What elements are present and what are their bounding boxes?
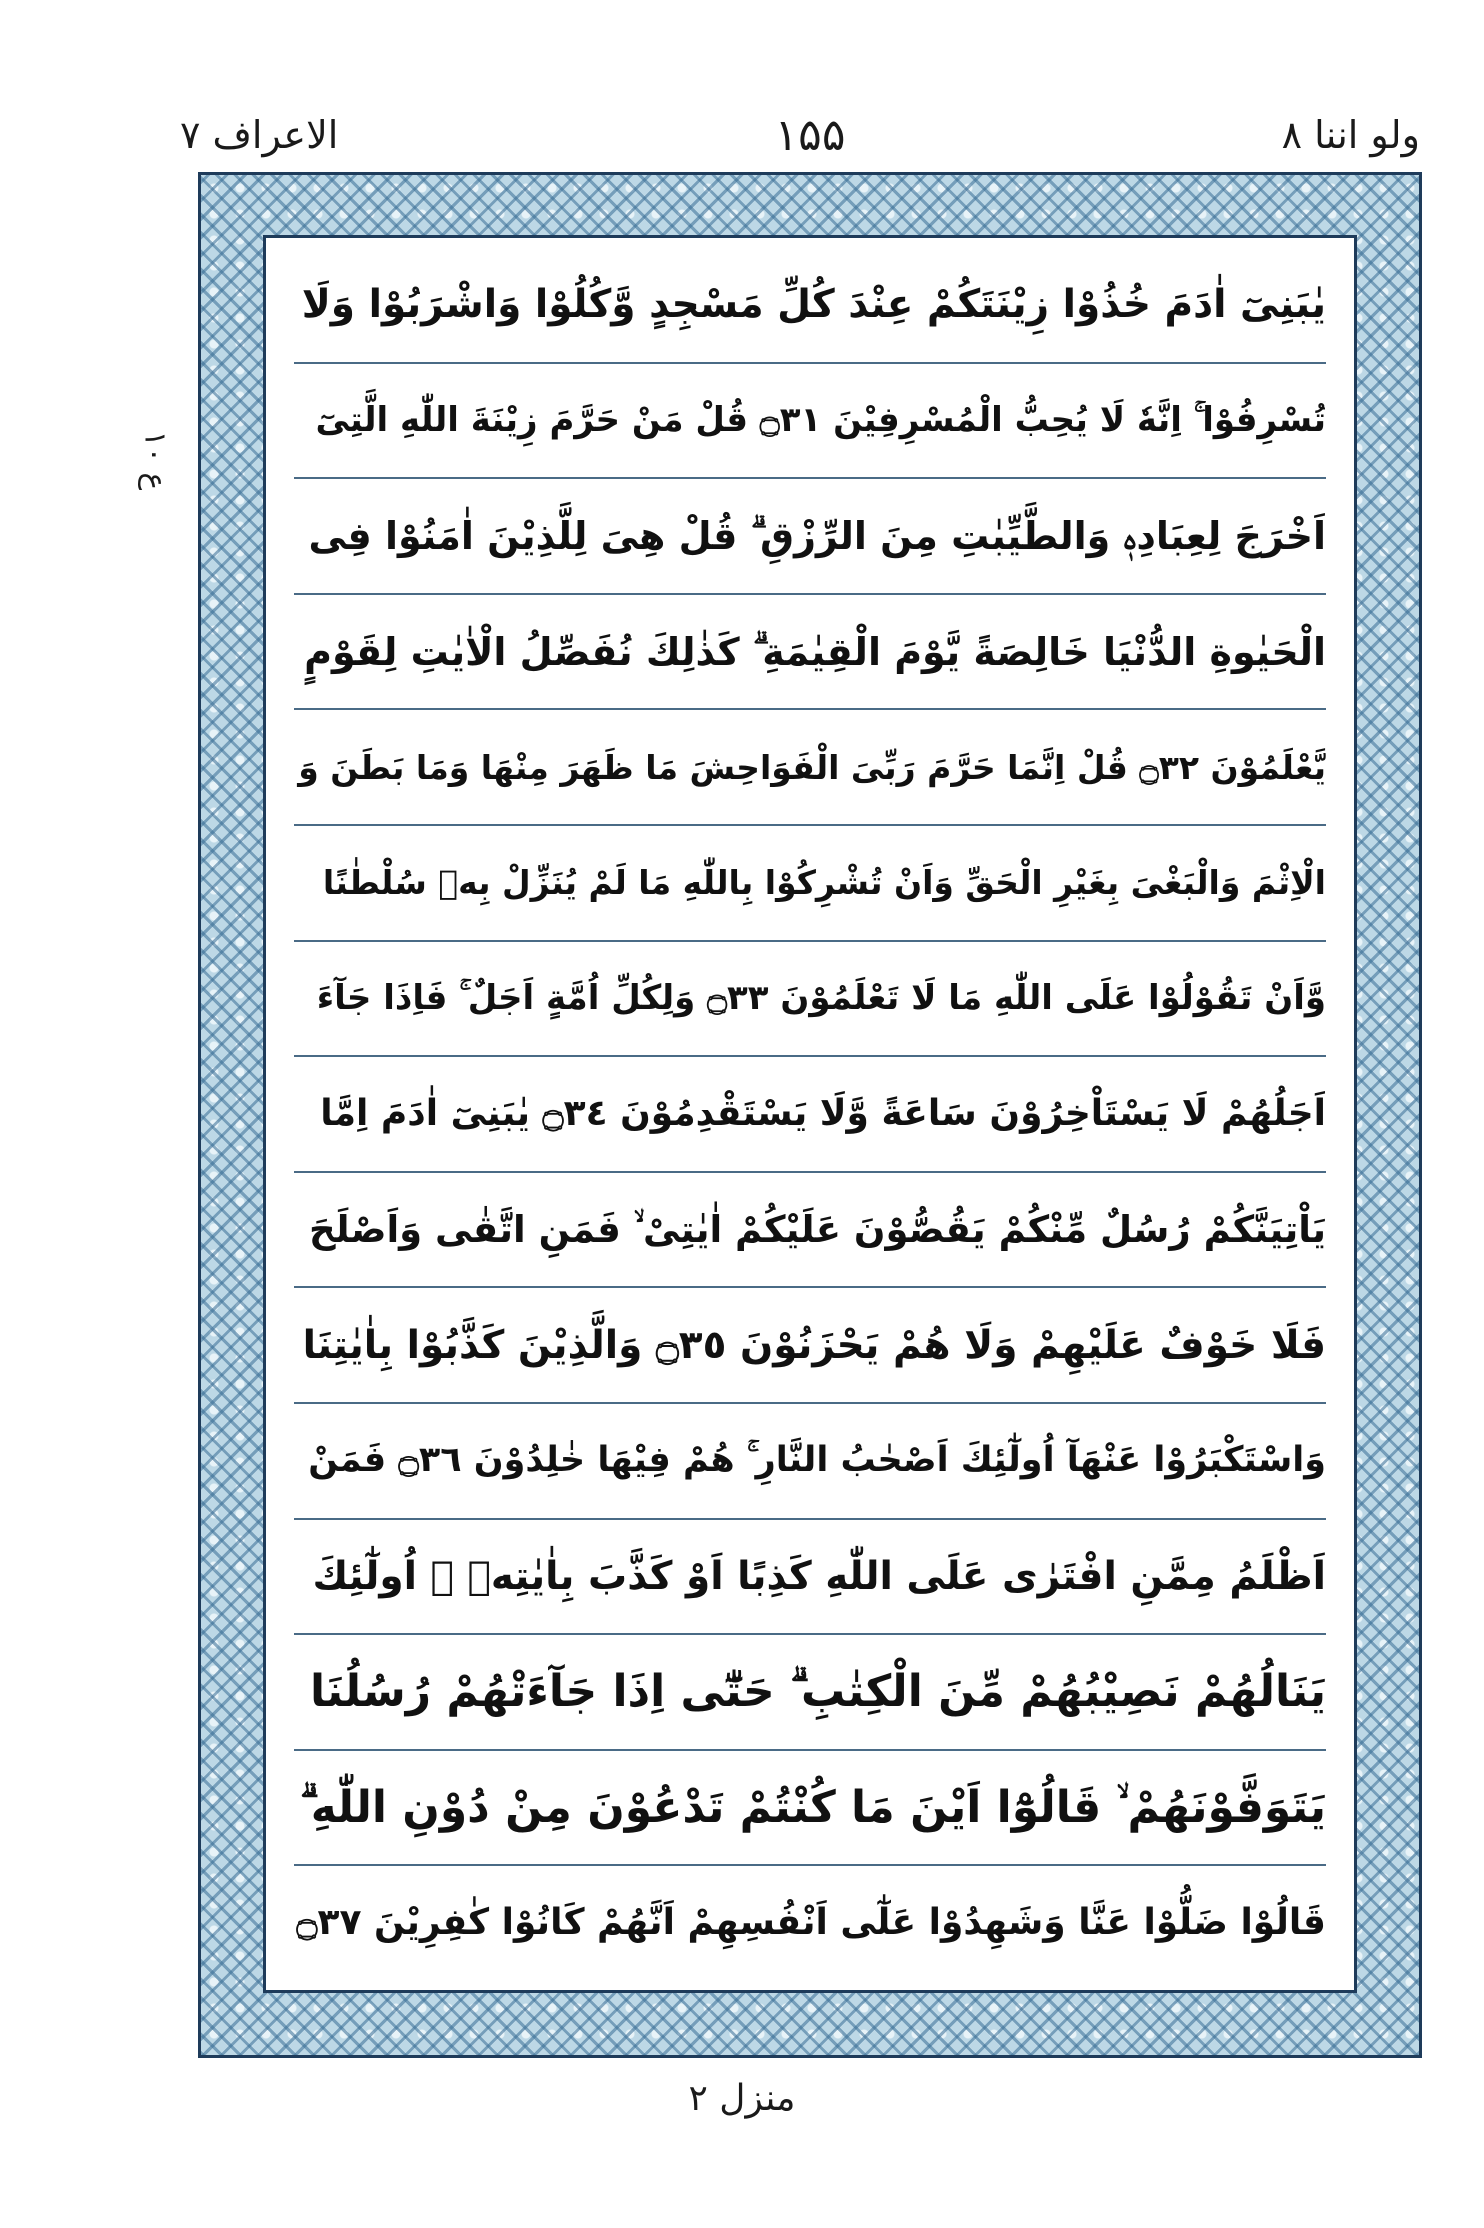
text-line-6: الْاِثْمَ وَالْبَغْىَ بِغَيْرِ الْحَقِّ وَاَنْ تُشْرِكُوْا بِاللّٰهِ مَا لَمْ يُنَزِّلْ بِهٖ سُلْطٰنًا xyxy=(294,826,1326,942)
text-line-9: يَاْتِيَنَّكُمْ رُسُلٌ مِّنْكُمْ يَقُصُّوْنَ عَلَيْكُمْ اٰيٰتِىْ ۙ فَمَنِ اتَّقٰى وَاَصْلَحَ xyxy=(294,1173,1326,1289)
text-line-7: وَّاَنْ تَقُوْلُوْا عَلَى اللّٰهِ مَا لَا تَعْلَمُوْنَ ۝٣٣ وَلِكُلِّ اُمَّةٍ اَجَلٌ ۚ فَاِذَا جَآءَ xyxy=(294,942,1326,1058)
text-line-12: اَظْلَمُ مِمَّنِ افْتَرٰى عَلَى اللّٰهِ كَذِبًا اَوْ كَذَّبَ بِاٰيٰتِهٖ ۗ اُولٰٓئِكَ xyxy=(294,1520,1326,1636)
ruku-marker-text: ع ۱۰ xyxy=(137,430,173,490)
text-line-10: فَلَا خَوْفٌ عَلَيْهِمْ وَلَا هُمْ يَحْزَنُوْنَ ۝٣٥ وَالَّذِيْنَ كَذَّبُوْا بِاٰيٰتِنَا xyxy=(294,1288,1326,1404)
page-header xyxy=(180,100,1420,170)
text-line-11: وَاسْتَكْبَرُوْا عَنْهَآ اُولٰٓئِكَ اَصْحٰبُ النَّارِ ۚ هُمْ فِيْهَا خٰلِدُوْنَ ۝٣٦ فَمَنْ xyxy=(294,1404,1326,1520)
manzil-footer: منزل ۲ xyxy=(688,2078,796,2119)
surah-name: الاعراف ۷ xyxy=(180,113,339,157)
text-line-8: اَجَلُهُمْ لَا يَسْتَاْخِرُوْنَ سَاعَةً وَّلَا يَسْتَقْدِمُوْنَ ۝٣٤ يٰبَنِىٓ اٰدَمَ اِمَّا xyxy=(294,1057,1326,1173)
text-line-3: اَخْرَجَ لِعِبَادِهٖ وَالطَّيِّبٰتِ مِنَ الرِّزْقِ ۗ قُلْ هِىَ لِلَّذِيْنَ اٰمَنُوْا فِى xyxy=(294,479,1326,595)
page-number: ۱۵۵ xyxy=(774,109,846,161)
text-line-15: قَالُوْا ضَلُّوْا عَنَّا وَشَهِدُوْا عَلٰٓى اَنْفُسِهِمْ اَنَّهُمْ كَانُوْا كٰفِرِيْنَ ۝٣٧ xyxy=(296,1902,1326,1944)
text-panel xyxy=(263,235,1357,1993)
ruku-marker xyxy=(130,380,180,540)
text-line-1: يٰبَنِىٓ اٰدَمَ خُذُوْا زِيْنَتَكُمْ عِنْدَ كُلِّ مَسْجِدٍ وَّكُلُوْا وَاشْرَبُوْا وَلَا xyxy=(294,248,1326,364)
text-line-5: يَّعْلَمُوْنَ ۝٣٢ قُلْ اِنَّمَا حَرَّمَ رَبِّىَ الْفَوَاحِشَ مَا ظَهَرَ مِنْهَا وَمَا بَطَنَ وَ xyxy=(294,710,1326,826)
text-line-2: تُسْرِفُوْا ۚ اِنَّهٗ لَا يُحِبُّ الْمُسْرِفِيْنَ ۝٣١ قُلْ مَنْ حَرَّمَ زِيْنَةَ اللّٰهِ الَّتِىٓ xyxy=(294,364,1326,480)
text-line-14: يَتَوَفَّوْنَهُمْ ۙ قَالُوْٓا اَيْنَ مَا كُنْتُمْ تَدْعُوْنَ مِنْ دُوْنِ اللّٰهِ ۗ xyxy=(294,1751,1326,1867)
text-line-13: يَنَالُهُمْ نَصِيْبُهُمْ مِّنَ الْكِتٰبِ ۗ حَتّٰٓى اِذَا جَآءَتْهُمْ رُسُلُنَا xyxy=(294,1635,1326,1751)
text-line-4: الْحَيٰوةِ الدُّنْيَا خَالِصَةً يَّوْمَ الْقِيٰمَةِ ۗ كَذٰلِكَ نُفَصِّلُ الْاٰيٰتِ لِقَوْمٍ xyxy=(294,595,1326,711)
ornamental-border xyxy=(198,172,1422,2058)
juz-name: ولو اننا ۸ xyxy=(1281,113,1420,157)
